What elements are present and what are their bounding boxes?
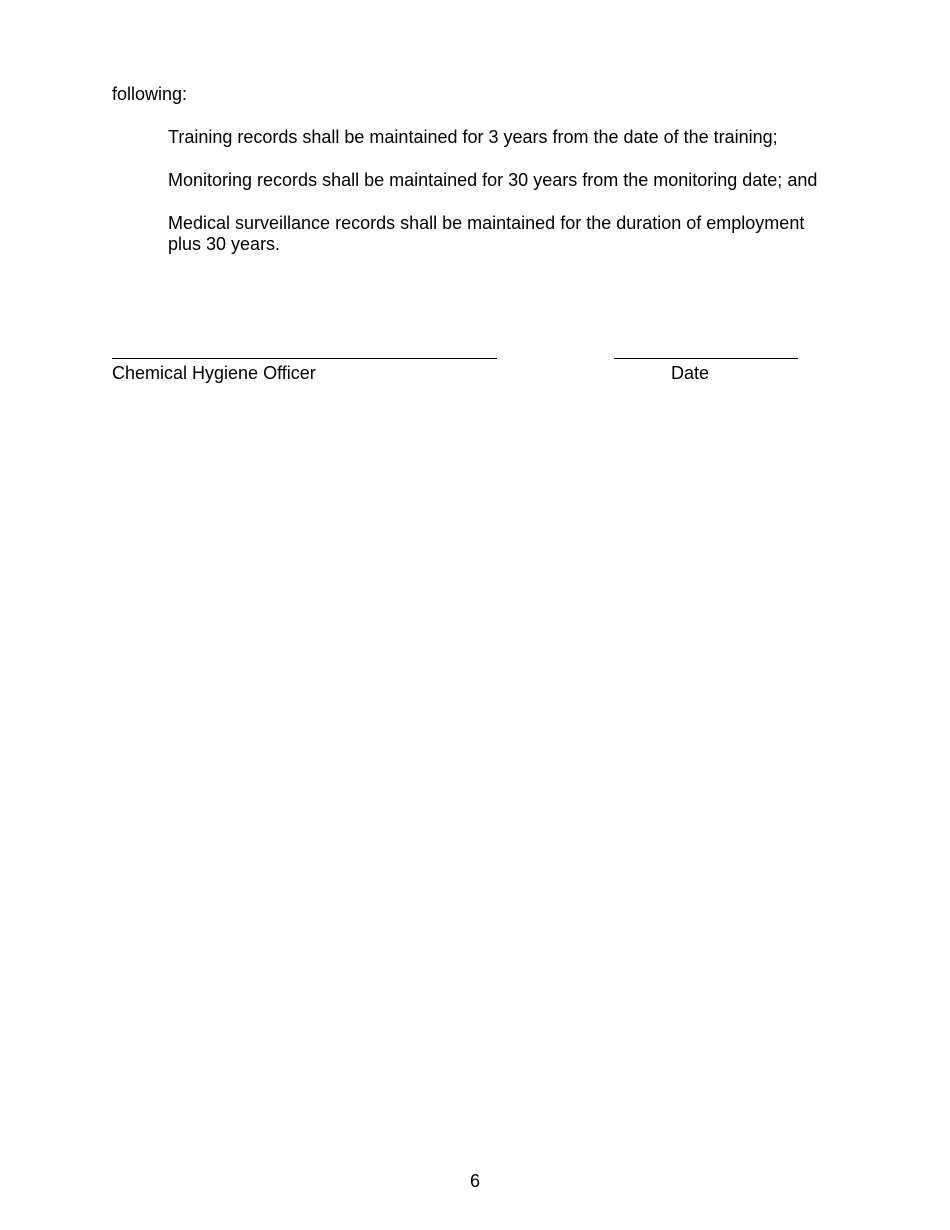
page-number: 6 [469, 1171, 480, 1191]
monitoring-records-item: Monitoring records shall be maintained for 30 years from the monitoring date; and [168, 170, 818, 190]
lead-text: following: [112, 84, 188, 104]
officer-signature-line [112, 358, 497, 359]
date-signature-line [614, 358, 798, 359]
officer-signature-label: Chemical Hygiene Officer [112, 363, 316, 383]
date-signature-label: Date [671, 363, 710, 383]
training-records-item: Training records shall be maintained for 3 years from the date of the training; [168, 127, 778, 147]
medical-surveillance-records-item: Medical surveillance records shall be maintained for the duration of employment plus 30 years. [168, 213, 805, 254]
